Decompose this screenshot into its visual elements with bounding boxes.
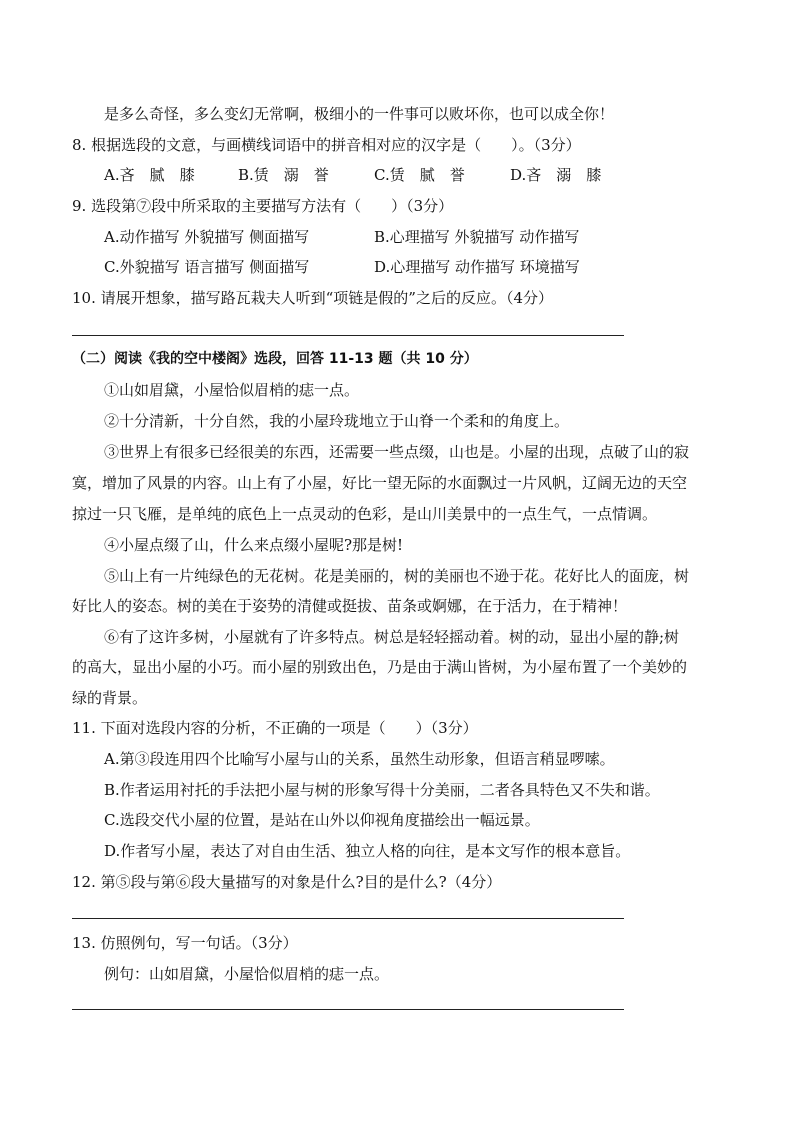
q8-option-a: A.吝 腻 膝 [104, 166, 195, 184]
answer-line-q12 [72, 918, 624, 919]
q11-option-c: C.选段交代小屋的位置，是站在山外以仰视角度描绘出一幅远景。 [104, 811, 540, 829]
passage-closing-line: 是多么奇怪，多么变幻无常啊，极细小的一件事可以败坏你，也可以成全你！ [104, 105, 615, 123]
paragraph-6-line-1: ⑥有了这许多树，小屋就有了许多特点。树总是轻轻摇动着。树的动，显出小屋的静;树 [104, 628, 680, 646]
q9-option-a: A.动作描写 外貌描写 侧面描写 [104, 228, 310, 246]
paragraph-4: ④小屋点缀了山，什么来点缀小屋呢?那是树! [104, 536, 404, 554]
question-12: 12. 第⑤段与第⑥段大量描写的对象是什么?目的是什么?（4分） [72, 873, 502, 891]
paragraph-6-line-2: 的高大，显出小屋的小巧。而小屋的别致出色，乃是由于满山皆树，为小屋布置了一个美妙的 [72, 658, 688, 676]
paragraph-6-line-3: 绿的背景。 [72, 689, 148, 707]
paragraph-1: ①山如眉黛，小屋恰似眉梢的痣一点。 [104, 381, 360, 399]
paragraph-3-line-1: ③世界上有很多已经很美的东西，还需要一些点缀，山也是。小屋的出现，点破了山的寂 [104, 443, 690, 461]
question-10: 10. 请展开想象，描写路瓦栽夫人听到“项链是假的”之后的反应。（4分） [72, 289, 554, 307]
section-2-title: （二）阅读《我的空中楼阁》选段，回答 11-13 题（共 10 分） [72, 351, 478, 367]
question-9: 9. 选段第⑦段中所采取的主要描写方法有（ ）（3分） [72, 197, 454, 215]
q13-example: 例句：山如眉黛，小屋恰似眉梢的痣一点。 [104, 965, 390, 983]
q9-option-d: D.心理描写 动作描写 环境描写 [374, 258, 580, 276]
q9-option-b: B.心理描写 外貌描写 动作描写 [374, 228, 580, 246]
question-13: 13. 仿照例句，写一句话。（3分） [72, 934, 298, 952]
paragraph-3-line-2: 寞，增加了风景的内容。山上有了小屋，好比一望无际的水面飘过一片风帆，辽阔无边的天空 [72, 474, 688, 492]
q8-option-b: B.赁 溺 誉 [238, 166, 329, 184]
paragraph-2: ②十分清新，十分自然，我的小屋玲珑地立于山脊一个柔和的角度上。 [104, 412, 570, 430]
q11-option-a: A.第③段连用四个比喻写小屋与山的关系，虽然生动形象，但语言稍显啰嗦。 [104, 750, 615, 768]
question-11: 11. 下面对选段内容的分析，不正确的一项是（ ）（3分） [72, 719, 478, 737]
question-8: 8. 根据选段的文意，与画横线词语中的拼音相对应的汉字是（ ）。（3分） [72, 136, 581, 154]
paragraph-3-line-3: 掠过一只飞雁，是单纯的底色上一点灵动的色彩，是山川美景中的一点生气，一点情调。 [72, 505, 658, 523]
paragraph-5-line-1: ⑤山上有一片纯绿色的无花树。花是美丽的，树的美丽也不逊于花。花好比人的面庞，树 [104, 567, 690, 585]
q11-option-b: B.作者运用衬托的手法把小屋与树的形象写得十分美丽，二者各具特色又不失和谐。 [104, 781, 660, 799]
q9-option-c: C.外貌描写 语言描写 侧面描写 [104, 258, 310, 276]
q8-option-c: C.赁 腻 誉 [374, 166, 465, 184]
paragraph-5-line-2: 好比人的姿态。树的美在于姿势的清健或挺拔、苗条或婀娜，在于活力，在于精神！ [72, 597, 628, 615]
q11-option-d: D.作者写小屋，表达了对自由生活、独立人格的向往，是本文写作的根本意旨。 [104, 842, 631, 860]
answer-line-q13 [72, 1009, 624, 1010]
answer-line-q10 [72, 335, 624, 336]
q8-option-d: D.吝 溺 膝 [510, 166, 602, 184]
